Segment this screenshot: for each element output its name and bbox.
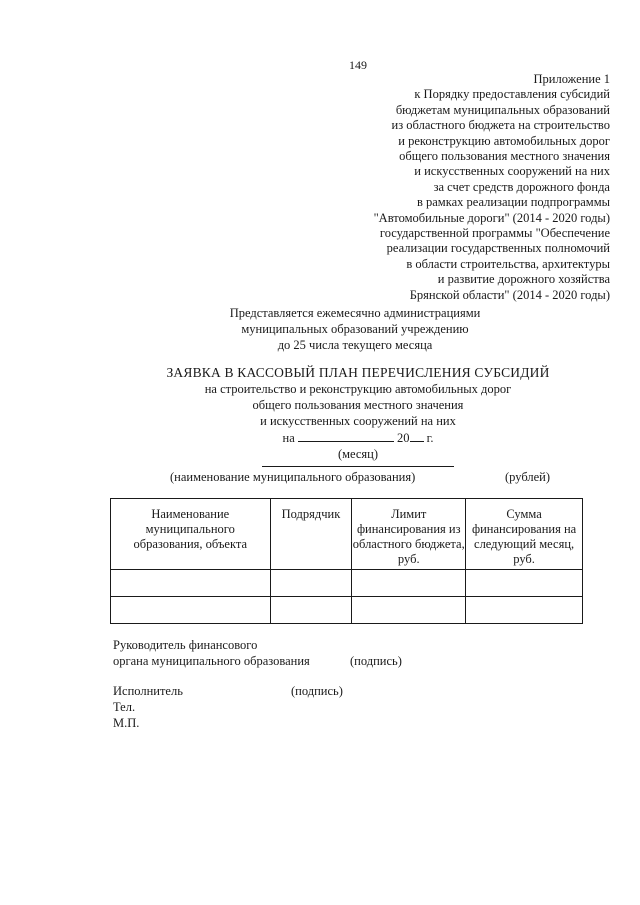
date-line bbox=[0, 429, 640, 446]
subsidy-table bbox=[110, 498, 583, 624]
table-cell[interactable] bbox=[352, 570, 466, 597]
table-row bbox=[111, 570, 583, 597]
appendix-line: бюджетам муниципальных образований bbox=[395, 102, 610, 117]
appendix-line: в области строительства, архитектуры bbox=[406, 256, 610, 271]
month-label: (месяц) bbox=[337, 447, 379, 461]
table-row bbox=[111, 597, 583, 624]
column-header-amount: Сумма финансирования на следующий месяц, руб. bbox=[466, 499, 583, 570]
table-cell[interactable] bbox=[352, 597, 466, 624]
page-number: 149 bbox=[349, 58, 367, 72]
appendix-line: и искусственных сооружений на них bbox=[414, 164, 610, 179]
column-header-limit: Лимит финансирования из областного бюджета, руб. bbox=[352, 499, 466, 570]
stamp-label: М.П. bbox=[113, 716, 140, 730]
submission-line: до 25 числа текущего месяца bbox=[277, 338, 433, 352]
column-header-municipality: Наименование муниципального образования, объекта bbox=[111, 499, 271, 570]
table-cell[interactable] bbox=[111, 570, 271, 597]
appendix-line: и реконструкцию автомобильных дорог bbox=[398, 133, 610, 148]
appendix-header bbox=[290, 72, 610, 303]
appendix-line: за счет средств дорожного фонда bbox=[433, 179, 610, 194]
date-suffix: г. bbox=[426, 431, 434, 445]
subtitle-line: на строительство и реконструкцию автомобильных дорог bbox=[204, 382, 512, 396]
phone-label: Тел. bbox=[113, 700, 136, 714]
executor-signature-label: (подпись) bbox=[291, 684, 343, 698]
appendix-line: в рамках реализации подпрограммы bbox=[416, 195, 610, 210]
appendix-line: к Порядку предоставления субсидий bbox=[414, 87, 610, 102]
finance-head-line: органа муниципального образования bbox=[113, 654, 310, 668]
document-title: ЗАЯВКА В КАССОВЫЙ ПЛАН ПЕРЕЧИСЛЕНИЯ СУБСИДИЙ bbox=[166, 365, 550, 380]
appendix-line: государственной программы "Обеспечение bbox=[379, 226, 610, 241]
year-prefix: 20 bbox=[397, 431, 410, 445]
appendix-line: и развитие дорожного хозяйства bbox=[437, 272, 610, 287]
executor-label: Исполнитель bbox=[113, 684, 183, 698]
submission-line: муниципальных образований учреждению bbox=[241, 322, 469, 336]
finance-head-line: Руководитель финансового bbox=[113, 638, 258, 652]
head-signature-label: (подпись) bbox=[350, 654, 402, 668]
units-label: (рублей) bbox=[505, 470, 551, 484]
table-cell[interactable] bbox=[270, 570, 352, 597]
date-prefix: на bbox=[282, 431, 295, 445]
municipality-blank[interactable] bbox=[262, 466, 454, 467]
table-cell[interactable] bbox=[111, 597, 271, 624]
title-block bbox=[0, 365, 640, 462]
table-cell[interactable] bbox=[466, 597, 583, 624]
appendix-line: из областного бюджета на строительство bbox=[391, 118, 610, 133]
table-header-row bbox=[111, 499, 583, 570]
appendix-line: Приложение 1 bbox=[533, 72, 610, 86]
subtitle-line: и искусственных сооружений на них bbox=[260, 414, 456, 428]
municipality-label: (наименование муниципального образования) bbox=[170, 470, 416, 484]
submission-note bbox=[0, 305, 640, 353]
finance-head-label bbox=[113, 637, 310, 669]
appendix-line: общего пользования местного значения bbox=[399, 149, 610, 164]
submission-line: Представляется ежемесячно администрациями bbox=[229, 306, 481, 320]
appendix-line: Брянской области" (2014 - 2020 годы) bbox=[409, 287, 610, 302]
subtitle-line: общего пользования местного значения bbox=[252, 398, 464, 412]
year-blank[interactable] bbox=[410, 429, 424, 442]
column-header-contractor: Подрядчик bbox=[270, 499, 352, 570]
table-cell[interactable] bbox=[270, 597, 352, 624]
table-cell[interactable] bbox=[466, 570, 583, 597]
appendix-line: реализации государственных полномочий bbox=[386, 241, 610, 256]
appendix-line: "Автомобильные дороги" (2014 - 2020 годы) bbox=[373, 210, 610, 225]
month-blank[interactable] bbox=[298, 429, 394, 442]
